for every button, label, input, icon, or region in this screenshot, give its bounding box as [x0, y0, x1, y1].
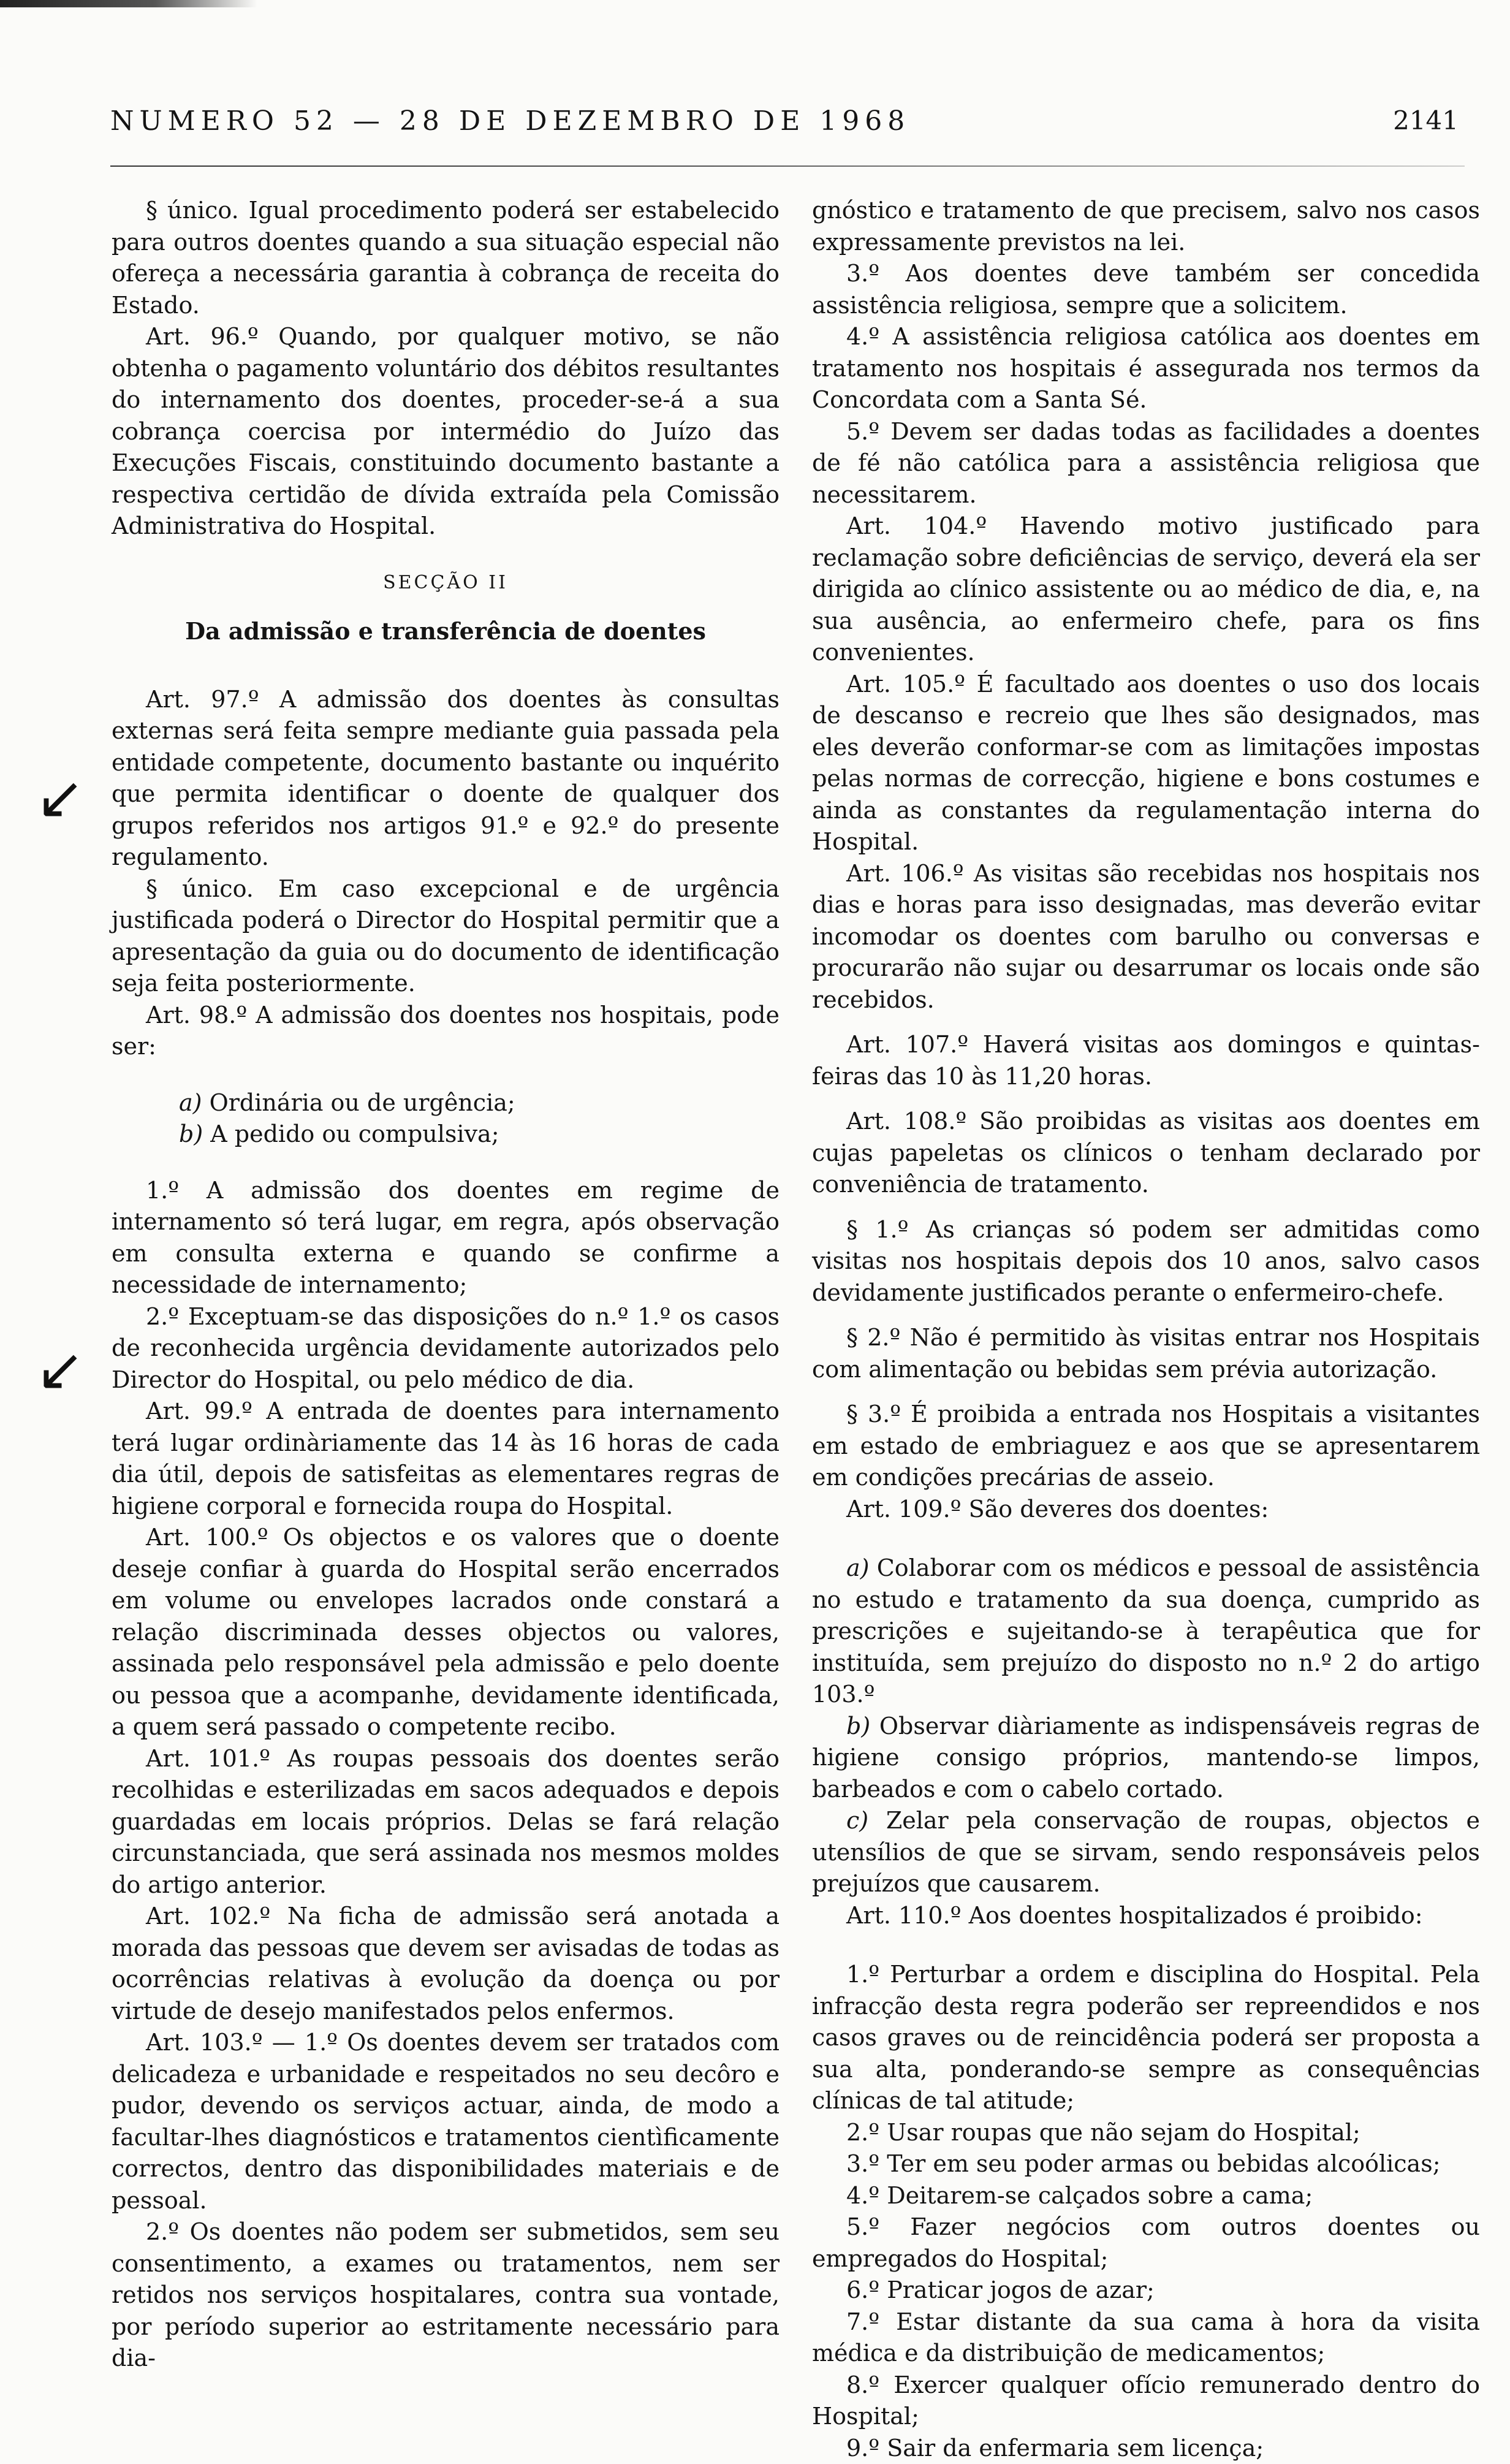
article-99: Art. 99.º A entrada de doentes para internamento terá lugar ordinàriamente das 14 às 16 horas de cada dia útil, depois de satisfeitas as elementares regras de higiene corporal e fornecida roupa do Hospital.	[112, 1396, 780, 1522]
paragraph: 2.º Os doentes não podem ser submetidos, sem seu consentimento, a exames ou tratamentos, nem ser retidos nos serviços hospitalares, contra sua vontade, por período superior ao estritamente necessário para dia-	[112, 2216, 780, 2375]
article-102: Art. 102.º Na ficha de admissão será anotada a morada das pessoas que devem ser avisadas de todas as ocorrências relativas à evolução da doença ou por virtude de desejo manifestados pelos enfermos.	[112, 1901, 780, 2027]
paragraph: 4.º A assistência religiosa católica aos doentes em tratamento nos hospitais é assegurada nos termos da Concordata com a Santa Sé.	[812, 321, 1480, 416]
list-item: 9.º Sair da enfermaria sem licença;	[812, 2433, 1480, 2464]
article-100: Art. 100.º Os objectos e os valores que o doente deseje confiar à guarda do Hospital serão encerrados em volume ou envelopes lacrados onde constará a relação discriminada desses objectos ou valores, assinada pelo responsável pela admissão e pelo doente ou pessoa que a acompanhe, devidamente identificada, a quem será passado o competente recibo.	[112, 1522, 780, 1743]
list-item: 8.º Exercer qualquer ofício remunerado dentro do Hospital;	[812, 2370, 1480, 2433]
paragraph: 1.º A admissão dos doentes em regime de internamento só terá lugar, em regra, após observação em consulta externa e quando se confirme a necessidade de internamento;	[112, 1175, 780, 1301]
article-98: Art. 98.º A admissão dos doentes nos hospitais, pode ser:	[112, 1000, 780, 1063]
article-106: Art. 106.º As visitas são recebidas nos hospitais nos dias e horas para isso designadas, mas deverão evitar incomodar os doentes com barulho ou conversas e procurarão não sujar ou desarrumar os locais onde são recebidos.	[812, 858, 1480, 1016]
header-rule	[110, 165, 1465, 167]
paragraph: § 2.º Não é permitido às visitas entrar nos Hospitais com alimentação ou bebidas sem prévia autorização.	[812, 1322, 1480, 1385]
article-109: Art. 109.º São deveres dos doentes:	[812, 1494, 1480, 1526]
margin-annotation-mark: ↙	[36, 763, 85, 832]
list-item: c) Zelar pela conservação de roupas, objectos e utensílios de que se sirvam, sendo responsáveis pelos prejuízos que causarem.	[812, 1805, 1480, 1900]
list-item: 1.º Perturbar a ordem e disciplina do Hospital. Pela infracção desta regra poderão ser repreendidos e nos casos graves ou de reincidência poderá ser proposta a sua alta, ponderando-se sempre as consequências clínicas de tal atitude;	[812, 1959, 1480, 2117]
article-103: Art. 103.º — 1.º Os doentes devem ser tratados com delicadeza e urbanidade e respeitados no seu decôro e pudor, devendo os serviços actuar, ainda, de modo a facultar-lhes diagnósticos e tratamentos cientìficamente correctos, dentro das disponibilidades materiais e de pessoal.	[112, 2027, 780, 2216]
page-header	[110, 105, 1459, 148]
list-item: 7.º Estar distante da sua cama à hora da visita médica e da distribuição de medicamentos;	[812, 2306, 1480, 2370]
page-number: 2141	[1393, 105, 1459, 135]
paragraph: 3.º Aos doentes deve também ser concedida assistência religiosa, sempre que a solicitem.	[812, 258, 1480, 321]
list-item-text: A pedido ou compulsiva;	[210, 1120, 499, 1147]
article-108: Art. 108.º São proibidas as visitas aos doentes em cujas papeletas os clínicos o tenham declarado por conveniência de tratamento.	[812, 1106, 1480, 1201]
list-item-text: Zelar pela conservação de roupas, objectos e utensílios de que se sirvam, sendo responsáveis pelos prejuízos que causarem.	[812, 1807, 1480, 1897]
issue-date: NUMERO 52 — 28 DE DEZEMBRO DE 1968	[110, 105, 910, 137]
article-96: Art. 96.º Quando, por qualquer motivo, se não obtenha o pagamento voluntário dos débitos resultantes do internamento dos doentes, proceder-se-á a sua cobrança coercisa por intermédio do Juízo das Execuções Fiscais, constituindo documento bastante a respectiva certidão de dívida extraída pela Comissão Administrativa do Hospital.	[112, 321, 780, 542]
paragraph: 2.º Exceptuam-se das disposições do n.º 1.º os casos de reconhecida urgência devidamente autorizados pelo Director do Hospital, ou pelo médico de dia.	[112, 1301, 780, 1396]
list-item: b) Observar diàriamente as indispensáveis regras de higiene consigo próprios, mantendo-se limpos, barbeados e com o cabelo cortado.	[812, 1711, 1480, 1806]
list-item: 3.º Ter em seu poder armas ou bebidas alcoólicas;	[812, 2148, 1480, 2180]
article-104: Art. 104.º Havendo motivo justificado para reclamação sobre deficiências de serviço, deverá ela ser dirigida ao clínico assistente ou ao médico de dia, e, na sua ausência, ao enfermeiro chefe, para os fins convenientes.	[812, 511, 1480, 669]
list-item: 5.º Fazer negócios com outros doentes ou empregados do Hospital;	[812, 2211, 1480, 2275]
left-column	[112, 195, 780, 2375]
article-107: Art. 107.º Haverá visitas aos domingos e quintas-feiras das 10 às 11,20 horas.	[812, 1029, 1480, 1092]
paragraph: § 3.º É proibida a entrada nos Hospitais a visitantes em estado de embriaguez e aos que se apresentarem em condições precárias de asseio.	[812, 1399, 1480, 1494]
list-item: a) Colaborar com os médicos e pessoal de assistência no estudo e tratamento da sua doença, cumprido as prescrições e sujeitando-se à terapêutica que for instituída, sem prejuízo do disposto no n.º 2 do artigo 103.º	[812, 1553, 1480, 1711]
list-item: 4.º Deitarem-se calçados sobre a cama;	[812, 2180, 1480, 2212]
article-101: Art. 101.º As roupas pessoais dos doentes serão recolhidas e esterilizadas em sacos adequados e depois guardadas em locais próprios. Delas se fará relação circunstanciada, que será assinada nos mesmos moldes do artigo anterior.	[112, 1743, 780, 1901]
list-item: 6.º Praticar jogos de azar;	[812, 2275, 1480, 2306]
right-column	[812, 195, 1480, 2464]
paragraph: § 1.º As crianças só podem ser admitidas como visitas nos hospitais depois dos 10 anos, salvo casos devidamente justificados perante o enfermeiro-chefe.	[812, 1214, 1480, 1309]
paragraph: § único. Em caso excepcional e de urgência justificada poderá o Director do Hospital permitir que a apresentação da guia ou do documento de identificação seja feita posteriormente.	[112, 873, 780, 1000]
paragraph: § único. Igual procedimento poderá ser estabelecido para outros doentes quando a sua situação especial não ofereça a necessária garantia à cobrança de receita do Estado.	[112, 195, 780, 321]
list-item-text: Ordinária ou de urgência;	[210, 1089, 515, 1116]
list-item-text: Observar diàriamente as indispensáveis regras de higiene consigo próprios, mantendo-se limpos, barbeados e com o cabelo cortado.	[812, 1713, 1480, 1803]
list-item-text: Colaborar com os médicos e pessoal de assistência no estudo e tratamento da sua doença, cumprido as prescrições e sujeitando-se à terapêutica que for instituída, sem prejuízo do disposto no n.º 2 do artigo 103.º	[812, 1554, 1480, 1708]
list-item: a) Ordinária ou de urgência;	[112, 1087, 780, 1119]
paragraph: 5.º Devem ser dadas todas as facilidades a doentes de fé não católica para a assistência religiosa que necessitarem.	[812, 416, 1480, 511]
article-105: Art. 105.º É facultado aos doentes o uso dos locais de descanso e recreio que lhes são designados, mas eles deverão conformar-se com as limitações impostas pelas normas de correcção, higiene e bons costumes e ainda as constantes da regulamentação interna do Hospital.	[812, 669, 1480, 858]
scan-edge-artifact	[0, 0, 257, 7]
paragraph: gnóstico e tratamento de que precisem, salvo nos casos expressamente previstos na lei.	[812, 195, 1480, 258]
article-97: Art. 97.º A admissão dos doentes às consultas externas será feita sempre mediante guia passada pela entidade competente, documento bastante ou inquérito que permita identificar o doente de qualquer dos grupos referidos nos artigos 91.º e 92.º do presente regulamento.	[112, 684, 780, 873]
list-item: 2.º Usar roupas que não sejam do Hospital;	[812, 2117, 1480, 2149]
article-110: Art. 110.º Aos doentes hospitalizados é proibido:	[812, 1900, 1480, 1932]
section-number: SECÇÃO II	[112, 567, 780, 599]
list-item: b) A pedido ou compulsiva;	[112, 1119, 780, 1150]
margin-annotation-mark: ↙	[36, 1335, 85, 1404]
section-title: Da admissão e transferência de doentes	[112, 615, 780, 647]
